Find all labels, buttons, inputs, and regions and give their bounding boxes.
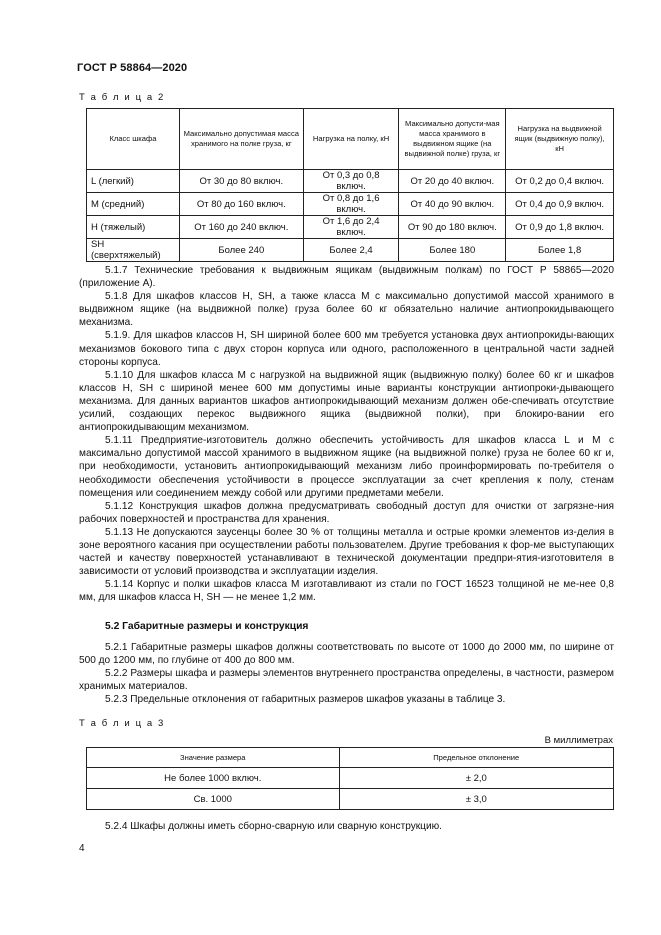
paragraph: 5.2.3 Предельные отклонения от габаритных размеров шкафов указаны в таблице 3. — [105, 694, 506, 706]
table2-header-cell: Нагрузка на выдвижной ящик (выдвижную полку), кН — [506, 109, 614, 170]
body-text-block-a — [79, 264, 614, 604]
table-row — [87, 216, 614, 239]
document-header: ГОСТ Р 58864—2020 — [77, 62, 188, 74]
body-text-block-c — [79, 820, 614, 833]
body-text-block-b — [79, 620, 614, 707]
table-cell: От 30 до 80 включ. — [179, 170, 303, 193]
table3-caption: Т а б л и ц а 3 — [79, 718, 165, 729]
table-cell: От 0,2 до 0,4 включ. — [506, 170, 614, 193]
table-cell: Не более 1000 включ. — [87, 768, 340, 789]
table-cell: От 160 до 240 включ. — [179, 216, 303, 239]
table-row — [87, 193, 614, 216]
table-row — [87, 768, 614, 789]
table3-unit: В миллиметрах — [544, 735, 613, 746]
paragraph: 5.1.8 Для шкафов классов Н, SH, а также класса М с максимально допустимой массой хранимого в выдвижном ящике (на выдвижной полке) груза более 60 кг обязательно наличие антиопрокидывающего механизма. — [79, 291, 614, 329]
paragraph: 5.1.13 Не допускаются заусенцы более 30 % от толщины металла и острые кромки элементов из-делия в зоне вероятного касания при осуществлении работы пользователем. Другие требования к фор-ме выступающих частей и качеству поверхностей устанавливают в технической документации предпри-ятия-изготовителя в зависимости от условий производства и эксплуатации изделия. — [79, 526, 614, 578]
table-cell: От 20 до 40 включ. — [399, 170, 506, 193]
table-cell: От 90 до 180 включ. — [399, 216, 506, 239]
table-cell: От 0,9 до 1,8 включ. — [506, 216, 614, 239]
table3-header-row — [87, 748, 614, 768]
table-cell: Св. 1000 — [87, 789, 340, 810]
table-cell: ± 3,0 — [339, 789, 614, 810]
table-2 — [86, 108, 614, 262]
table-cell: SH (сверхтяжелый) — [87, 239, 180, 262]
table-cell: L (легкий) — [87, 170, 180, 193]
table-cell: ± 2,0 — [339, 768, 614, 789]
paragraph: 5.2.1 Габаритные размеры шкафов должны соответствовать по высоте от 1000 до 2000 мм, по ширине от 500 до 1200 мм, по глубине от 400 до 800 мм. — [79, 642, 614, 667]
table3-header-cell: Значение размера — [87, 748, 340, 768]
paragraph: 5.1.9. Для шкафов классов Н, SH шириной более 600 мм требуется установка двух антиопрокиды-вающих механизмов бокового типа с двух сторон корпуса или одного, расположенного в центральной части задней стороны корпуса. — [79, 330, 614, 368]
paragraph: 5.2.2 Размеры шкафа и размеры элементов внутреннего пространства определены, в частности, размером хранимых материалов. — [79, 668, 614, 693]
table-row — [87, 789, 614, 810]
table2-header-cell: Максимально допустимая масса хранимого на полке груза, кг — [179, 109, 303, 170]
page-number: 4 — [79, 843, 85, 854]
table-cell: От 0,4 до 0,9 включ. — [506, 193, 614, 216]
table-row — [87, 170, 614, 193]
table2-header-cell: Максимально допусти-мая масса хранимого в выдвижном ящике (на выдвижной полке) груза, кг — [399, 109, 506, 170]
table-cell: От 0,3 до 0,8 включ. — [303, 170, 399, 193]
table2-caption: Т а б л и ц а 2 — [79, 92, 165, 103]
table-cell: Более 2,4 — [303, 239, 399, 262]
table-cell: Более 240 — [179, 239, 303, 262]
paragraph: 5.2.4 Шкафы должны иметь сборно-сварную или сварную конструкцию. — [105, 821, 442, 832]
paragraph: 5.1.11 Предприятие-изготовитель должно обеспечить устойчивость для шкафов класса L и М с максимально допустимой массой хранимого в выдвижном ящике (на выдвижной полке) груза не более 60 кг и, при необходимости, установить антиопрокидывающий механизм либо проинформировать по-требителя о необходимости обеспечения устойчивости в процессе эксплуатации за счет крепления к полу, стенам помещения или соединением между собой или другими предметами мебели. — [79, 435, 614, 499]
table2-header-cell: Нагрузка на полку, кН — [303, 109, 399, 170]
section-title: 5.2 Габаритные размеры и конструкция — [105, 621, 309, 632]
table-cell: Более 180 — [399, 239, 506, 262]
table-cell: Более 1,8 — [506, 239, 614, 262]
paragraph: 5.1.14 Корпус и полки шкафов класса М изготавливают из стали по ГОСТ 16523 толщиной не ме-нее 0,8 мм, для шкафов класса Н, SH — не менее 1,2 мм. — [79, 579, 614, 604]
table-row — [87, 239, 614, 262]
paragraph: 5.1.12 Конструкция шкафов должна предусматривать свободный доступ для очистки от загрязне-ния рабочих поверхностей и пространства для хранения. — [79, 500, 614, 525]
table-cell: От 1,6 до 2,4 включ. — [303, 216, 399, 239]
table-cell: От 80 до 160 включ. — [179, 193, 303, 216]
table-cell: M (средний) — [87, 193, 180, 216]
table-cell: От 40 до 90 включ. — [399, 193, 506, 216]
table2-header-cell: Класс шкафа — [87, 109, 180, 170]
table-cell: От 0,8 до 1,6 включ. — [303, 193, 399, 216]
paragraph: 5.1.10 Для шкафов класса М с нагрузкой на выдвижной ящик (выдвижную полку) более 60 кг и шкафов классов Н, SH с шириной менее 600 мм допустимы иные варианты конструкции антиопроки-дывающего механизма. Для данных вариантов шкафов антиопрокидывающий механизм должен обе-спечивать отсутствие усилий, создающих перекос выдвижного ящика (выдвижной полки), при блокиро-вании его антиопрокидывающим механизмом. — [79, 369, 614, 434]
table3-header-cell: Предельное отклонение — [339, 748, 614, 768]
table-3 — [86, 747, 614, 810]
table-cell: H (тяжелый) — [87, 216, 180, 239]
table2-header-row — [87, 109, 614, 170]
paragraph: 5.1.7 Технические требования к выдвижным ящикам (выдвижным полкам) по ГОСТ Р 58865—2020 (приложение А). — [79, 265, 614, 290]
